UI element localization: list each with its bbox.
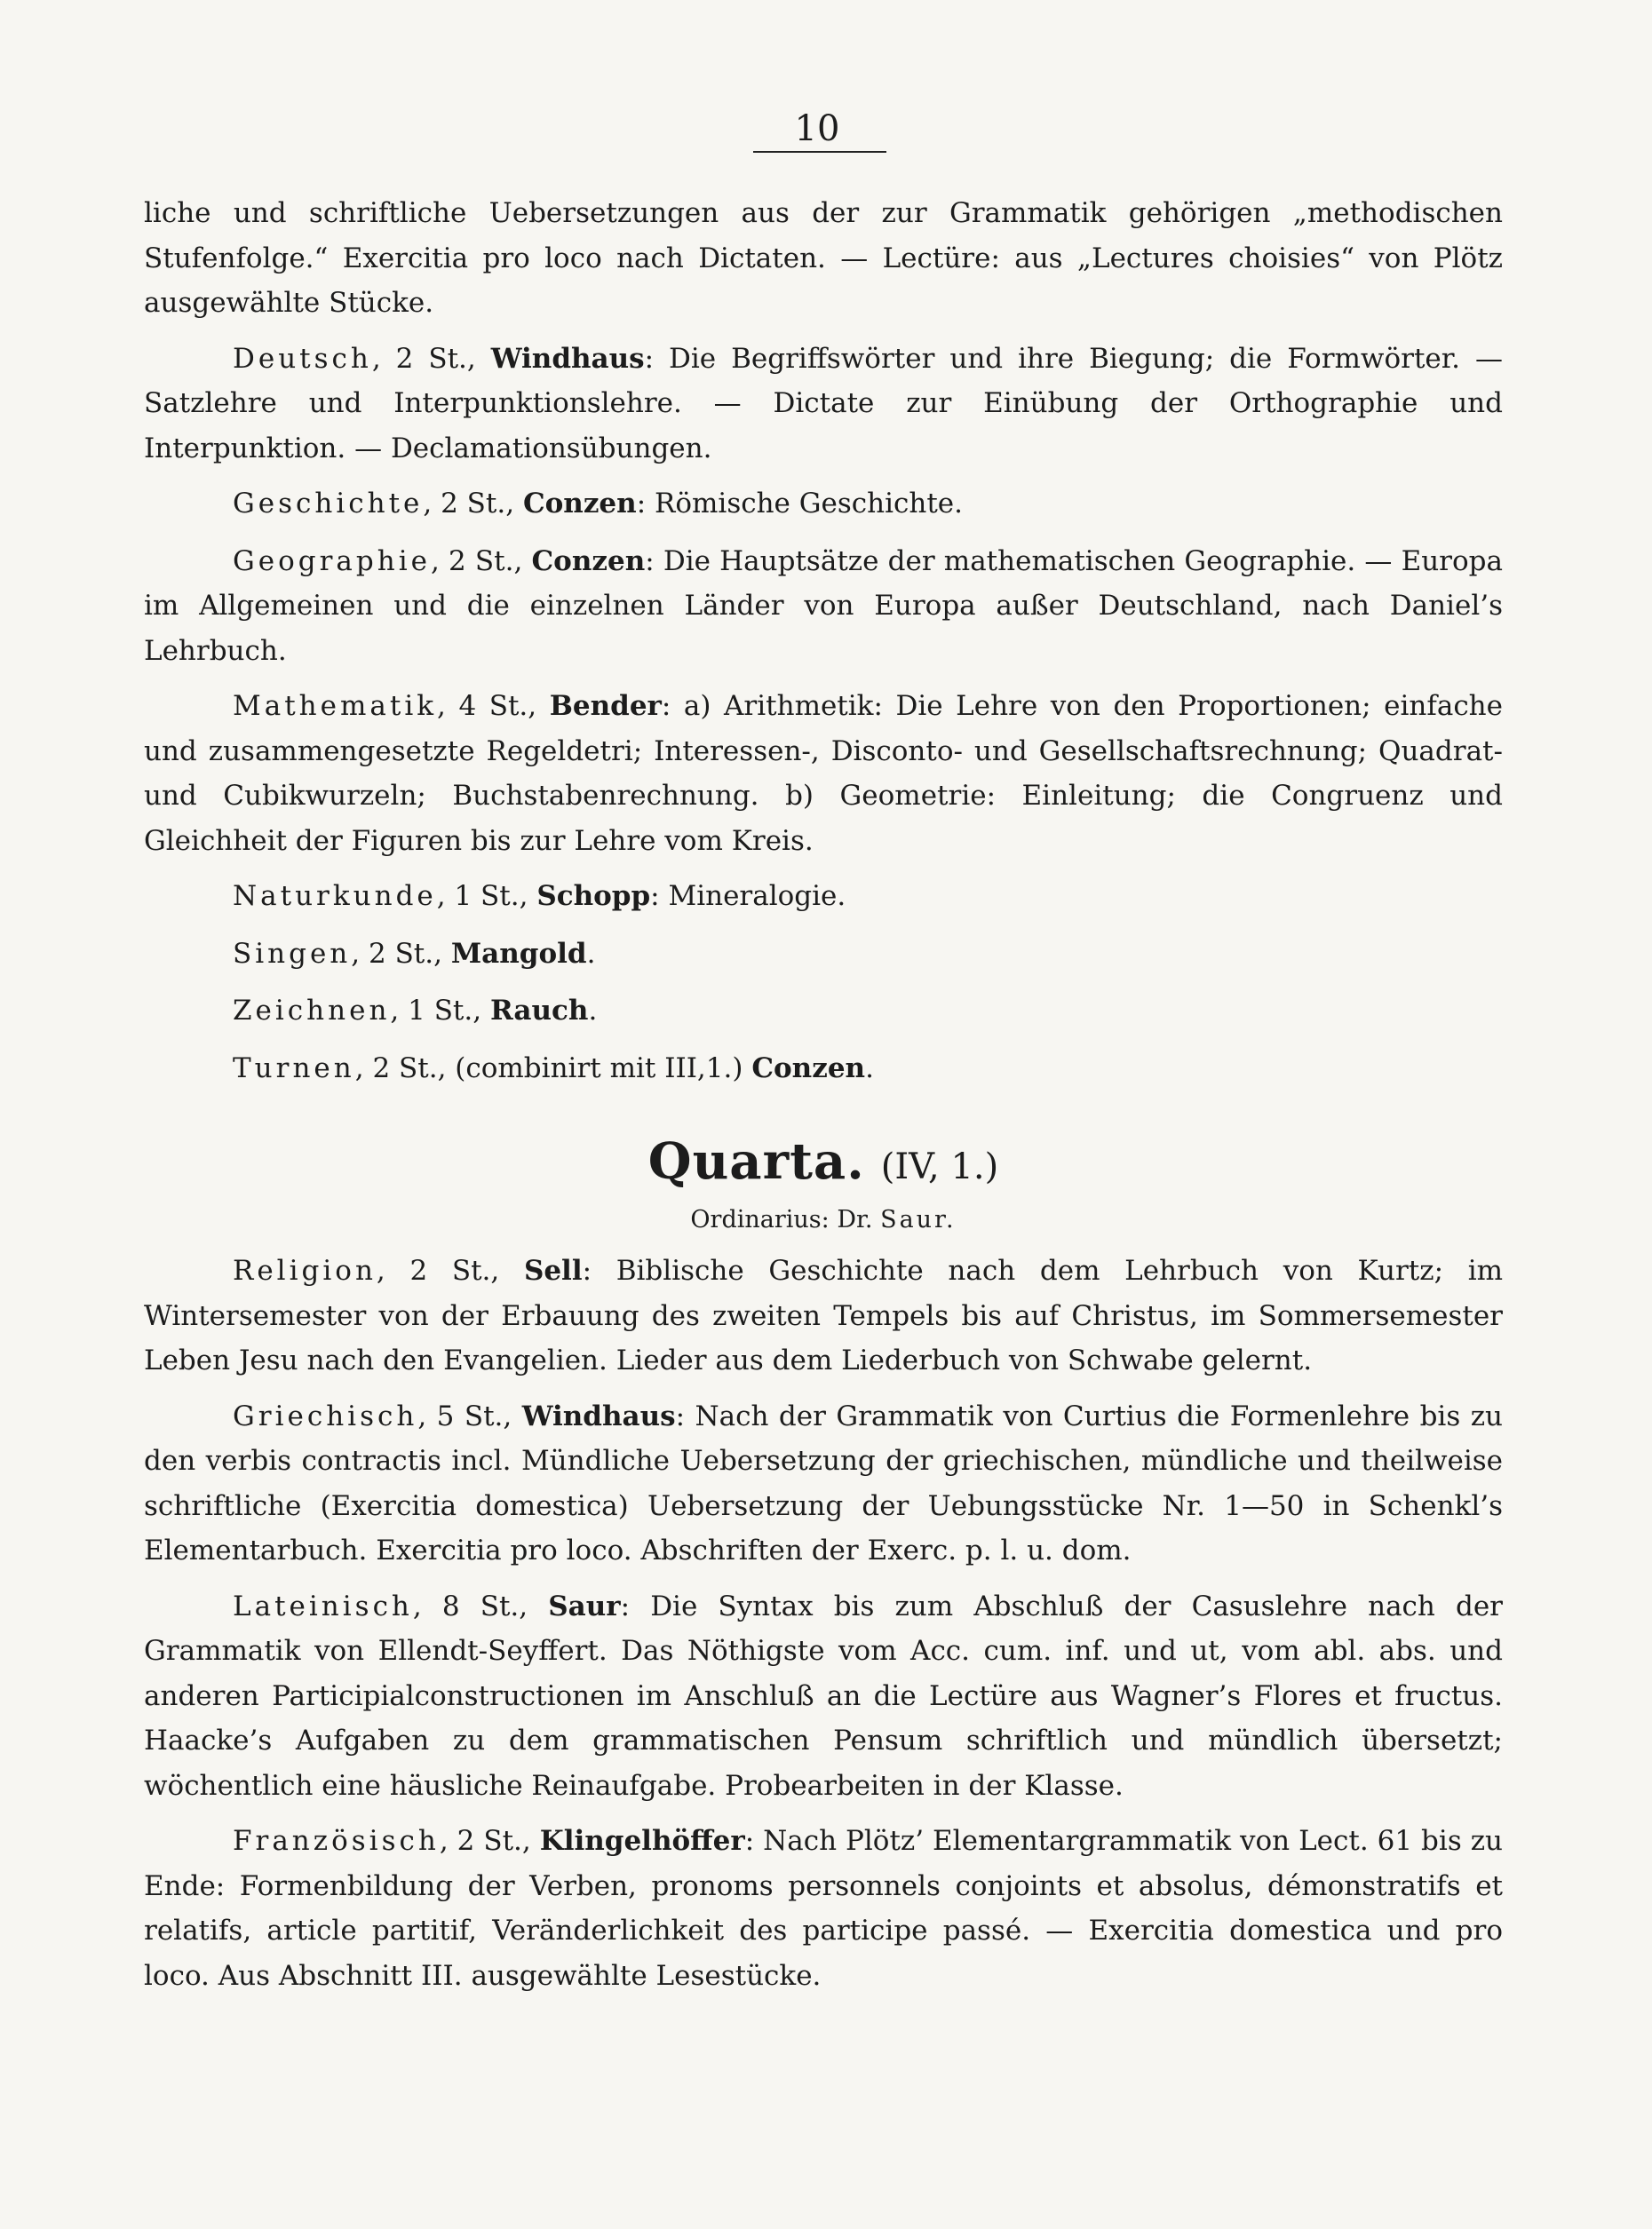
page-body xyxy=(144,191,1503,2009)
subject-entry xyxy=(144,684,1503,863)
teacher-name: Saur xyxy=(548,1590,621,1622)
subject-description: : Nach der Grammatik von Curtius die Formenlehre bis zu den verbis contractis incl. Mündliche Uebersetzung der griechischen, mündliche und theilweise schriftliche (Exercitia domestica) Uebersetzung der Uebungsstücke Nr. 1—50 in Schenkl’s Elementarbuch. Exercitia pro loco. Abschriften der Exerc. p. l. u. dom. xyxy=(144,1400,1503,1567)
subject-name: Griechisch xyxy=(233,1400,418,1432)
subject-name: Deutsch xyxy=(233,342,372,375)
continuation-paragraph: liche und schriftliche Uebersetzungen aus der zur Grammatik gehörigen „methodischen Stufenfolge.“ Exercitia pro loco nach Dictaten. — Lectüre: aus „Lectures choisies“ von Plötz ausgewählte Stücke. xyxy=(144,197,1503,319)
subject-entry xyxy=(144,1394,1503,1574)
page-number-rule xyxy=(753,151,886,153)
subject-hours: , 1 St., xyxy=(436,880,537,912)
subject-entry xyxy=(144,1819,1503,1998)
subject-name: Singen xyxy=(233,937,352,970)
subject-hours: , 2 St., xyxy=(351,937,451,970)
subject-hours: , 2 St., xyxy=(371,342,491,375)
subject-entry xyxy=(144,1584,1503,1809)
subject-name: Geographie xyxy=(233,544,431,577)
subject-description: : a) Arithmetik: Die Lehre von den Proportionen; einfache und zusammengesetzte Regeldetri; Interessen-, Disconto- und Gesellschaftsrechnung; Quadrat- und Cubikwurzeln; Buchstabenrechnung. b) Geometrie: Einleitung; die Congruenz und Gleichheit der Figuren bis zur Lehre vom Kreis. xyxy=(144,690,1503,857)
subject-description: : Die Hauptsätze der mathematischen Geographie. — Europa im Allgemeinen und die einzelnen Länder von Europa außer Deutschland, nach Daniel’s Lehrbuch. xyxy=(144,544,1503,667)
subject-name: Lateinisch xyxy=(233,1590,413,1622)
subject-hours: , 4 St., xyxy=(437,690,550,722)
teacher-name: Bender xyxy=(549,690,662,722)
teacher-name: Mangold xyxy=(450,937,587,970)
teacher-name: Conzen xyxy=(522,488,637,520)
subject-entry xyxy=(144,337,1503,472)
subject-entry xyxy=(144,481,1503,527)
subject-description: : Nach Plötz’ Elementargrammatik von Lect. 61 bis zu Ende: Formenbildung der Verben, pronoms personnels conjoints et absolus, démonstratifs et relatifs, article partitif, Veränderlichkeit des participe passé. — Exercitia domestica und pro loco. Aus Abschnitt III. ausgewählte Lesestücke. xyxy=(144,1825,1503,1992)
subject-hours: , 5 St., xyxy=(417,1400,522,1432)
subject-hours: , 1 St., xyxy=(390,995,490,1027)
teacher-name: Windhaus xyxy=(521,1400,676,1432)
ordinarius-name: Saur. xyxy=(880,1206,957,1233)
subject-name: Mathematik xyxy=(233,690,438,722)
subject-name: Französisch xyxy=(233,1825,440,1857)
subject-description: . xyxy=(865,1051,874,1084)
subject-hours: , 8 St., xyxy=(412,1590,549,1622)
entries-bottom xyxy=(144,1249,1503,1998)
subject-name: Zeichnen xyxy=(233,995,391,1027)
teacher-name: Conzen xyxy=(531,544,646,577)
subject-description: : Biblische Geschichte nach dem Lehrbuch von Kurtz; im Wintersemester von der Erbauung des zweiten Tempels bis auf Christus, im Sommersemester Leben Jesu nach den Evangelien. Lieder aus dem Liederbuch von Schwabe gelernt. xyxy=(144,1255,1504,1376)
teacher-name: Klingelhöffer xyxy=(539,1825,745,1857)
section-title: Quarta. xyxy=(647,1132,865,1191)
subject-entry xyxy=(144,539,1503,674)
teacher-name: Windhaus xyxy=(490,342,645,375)
subject-name: Turnen xyxy=(233,1051,355,1084)
subject-entry xyxy=(144,1046,1503,1091)
subject-entry xyxy=(144,932,1503,977)
subject-entry xyxy=(144,1249,1503,1384)
subject-entry xyxy=(144,874,1503,919)
subject-hours: , 2 St., xyxy=(439,1825,540,1857)
section-heading xyxy=(144,1126,1503,1197)
subject-description: : Die Begriffswörter und ihre Biegung; die Formwörter. — Satzlehre und Interpunktionslehre. — Dictate zur Einübung der Orthographie und Interpunktion. — Declamationsübungen. xyxy=(144,342,1503,464)
entries-top xyxy=(144,337,1503,1091)
teacher-name: Schopp xyxy=(536,880,651,912)
subject-name: Religion xyxy=(233,1255,377,1287)
teacher-name: Conzen xyxy=(751,1051,866,1084)
subject-hours: , 2 St., xyxy=(376,1255,524,1287)
subject-hours: , 2 St., xyxy=(431,544,532,577)
page-number: 10 xyxy=(794,108,840,149)
subject-hours: , 2 St., xyxy=(423,488,523,520)
subject-hours: , 2 St., (combinirt mit III,1.) xyxy=(354,1051,752,1084)
teacher-name: Rauch xyxy=(489,995,589,1027)
subject-description: : Römische Geschichte. xyxy=(636,488,963,520)
subject-name: Geschichte xyxy=(233,488,424,520)
ordinarius-line xyxy=(144,1201,1503,1240)
subject-name: Naturkunde xyxy=(233,880,437,912)
subject-description: . xyxy=(588,995,598,1027)
subject-description: . xyxy=(586,937,596,970)
section-code: (IV, 1.) xyxy=(880,1146,999,1187)
subject-description: : Die Syntax bis zum Abschluß der Casuslehre nach der Grammatik von Ellendt-Seyffert. Das Nöthigste vom Acc. cum. inf. und ut, vom abl. abs. und anderen Participialconstructionen im Anschluß an die Lectüre aus Wagner’s Flores et fructus. Haacke’s Aufgaben zu dem grammatischen Pensum schriftlich und mündlich übersetzt; wöchentlich eine häusliche Reinaufgabe. Probearbeiten in der Klasse. xyxy=(144,1590,1504,1802)
subject-entry xyxy=(144,988,1503,1034)
subject-description: : Mineralogie. xyxy=(650,880,846,912)
ordinarius-label: Ordinarius: Dr. xyxy=(690,1206,881,1233)
teacher-name: Sell xyxy=(523,1255,583,1287)
